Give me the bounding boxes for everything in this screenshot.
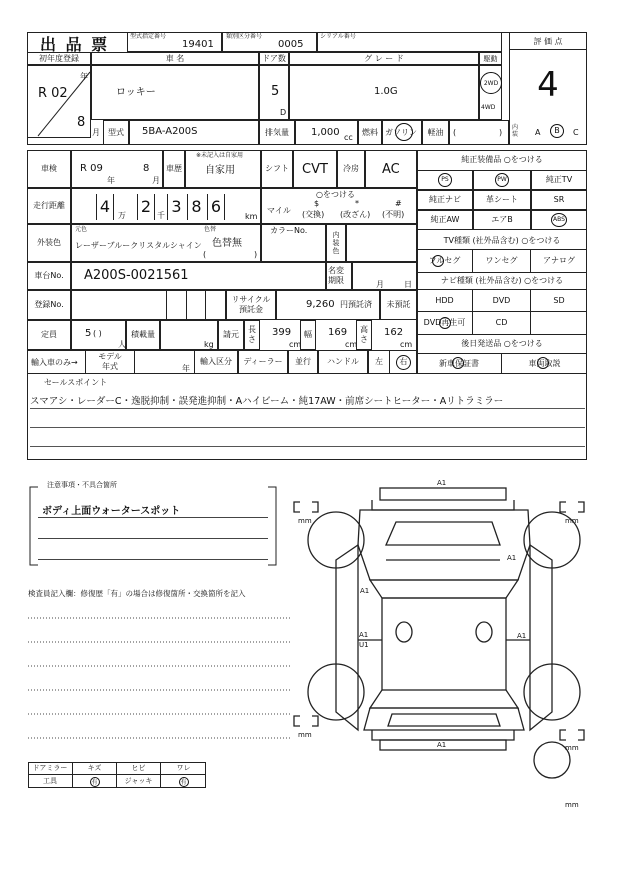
length-cm: cm	[289, 340, 302, 349]
legend-crack: ヒビ	[117, 762, 161, 775]
mark-left-door: A1	[360, 587, 370, 595]
mark-right-rear-door: A1	[517, 632, 527, 640]
legend-tools-val: 有	[73, 775, 117, 788]
chassis: A200S-0021561	[84, 268, 189, 283]
inspection-value: R 09	[80, 163, 103, 174]
legend-scratch: キズ	[73, 762, 117, 775]
first-reg-era: R 02	[38, 86, 68, 101]
recycle: 9,260	[306, 299, 335, 310]
doors-label: ドア数	[259, 52, 289, 65]
length-label: 長さ	[244, 320, 260, 350]
interior-b: B	[550, 124, 564, 138]
history-note: ※未記入は自家用	[196, 152, 244, 159]
mileage-10k-unit: 万	[118, 211, 126, 220]
navi-label: ナビ種類 (社外品含む) ○をつける	[417, 272, 587, 290]
mm-rear-left: mm	[298, 731, 312, 739]
opt-aw: 純正AW	[417, 210, 473, 230]
history-label: 車歴	[163, 150, 185, 188]
model-year-label: モデル年式	[85, 350, 135, 374]
dealer: ディーラー	[238, 350, 288, 374]
first-reg-month-unit: 月	[92, 128, 100, 137]
orig-color: レーザーブルークリスタルシャイン	[75, 241, 202, 250]
navi-dvd-play: DVD再生可	[417, 312, 473, 334]
mark-rear-bumper: A1	[437, 741, 447, 749]
tamper-mark: *	[355, 199, 359, 208]
interior-color-label: 内装色	[326, 224, 346, 262]
swap-mark: $	[314, 199, 320, 208]
legend-jack: ジャッキ	[117, 775, 161, 788]
grade-label: グ レ ー ド	[289, 52, 479, 65]
fuel-other-close: )	[499, 128, 503, 137]
mark-right-fender: A1	[507, 554, 517, 562]
paint-paren-open: (	[203, 250, 207, 259]
later-warranty: 新車保証書	[417, 354, 502, 374]
first-reg-label: 初年度登録	[27, 52, 91, 65]
opt-ps: PS	[417, 170, 473, 190]
handle-left: 左	[368, 350, 390, 374]
handle-right: 右	[396, 355, 411, 370]
mile: マイル	[267, 206, 291, 215]
drive-label: 駆動	[479, 52, 502, 65]
circle-note: ○をつける	[316, 190, 355, 199]
orig-color-label: 元色	[75, 226, 88, 233]
tv-analog: アナログ	[543, 256, 575, 265]
fuel-label: 燃料	[358, 120, 382, 145]
km-unit: km	[245, 212, 258, 221]
import-label: 輸入車のみ→	[31, 358, 78, 367]
legend-tools: 工具	[28, 775, 73, 788]
type-no-label: 型式指定番号	[130, 33, 167, 40]
fuel-other-open: (	[453, 128, 457, 137]
unknown-mark: #	[395, 199, 402, 208]
recycle-unit: 円預託済	[340, 300, 372, 309]
interior-label: 内装	[512, 124, 519, 138]
name-label: 車 名	[91, 52, 259, 65]
mark-front-bumper: A1	[437, 479, 447, 487]
recycle-none: 未預託	[380, 290, 417, 320]
opt-tv: 純正TV	[531, 170, 587, 190]
mileage-digit-1: 3	[167, 194, 185, 220]
model-year-unit: 年	[182, 364, 190, 373]
displacement-label: 排気量	[259, 120, 295, 145]
parallel: 並行	[288, 350, 318, 374]
displacement: 1,000	[311, 127, 340, 138]
capacity-paren: ( )	[93, 329, 102, 338]
request-label: 請元	[218, 320, 244, 350]
tamper-label: (改ざん)	[340, 210, 371, 219]
load-label: 積載量	[126, 320, 160, 350]
person-unit: 人	[118, 340, 126, 349]
legend-jack-val: 有	[161, 775, 206, 788]
genuine-label: 純正装備品 ○をつける	[461, 155, 543, 164]
handle-label: ハンドル	[318, 350, 368, 374]
inspection-label: 車検	[27, 150, 71, 188]
door-type: D	[280, 108, 287, 117]
height-label: 高さ	[356, 320, 372, 350]
capacity-label: 定員	[27, 320, 71, 350]
kg-unit: kg	[204, 340, 214, 349]
history: 自家用	[205, 165, 235, 176]
painted: 色替無	[212, 238, 242, 249]
width-cm: cm	[345, 340, 358, 349]
painted-label: 色替	[204, 226, 217, 233]
navi-hdd: HDD	[417, 290, 473, 312]
grade: 1.0G	[374, 86, 398, 97]
tv-full: フルセグ	[417, 250, 473, 272]
width-label: 幅	[300, 320, 316, 350]
name-change-month: 月	[376, 280, 384, 289]
later-label: 後日発送品 ○をつける	[417, 334, 587, 354]
opt-pw: PW	[473, 170, 531, 190]
mileage-10k: 4	[96, 194, 114, 220]
swap-label: (交換)	[302, 210, 325, 219]
mileage-label: 走行距離	[27, 188, 71, 224]
mark-left-rear-door: A1	[359, 631, 369, 639]
drive-2wd: 2WD	[480, 72, 502, 94]
opt-airbag: エアB	[473, 210, 531, 230]
recycle-label: リサイクル預託金	[226, 290, 276, 320]
later-manual: 車両取説	[528, 359, 561, 368]
navi-dvd: DVD	[473, 290, 531, 312]
inspection-month-unit: 月	[152, 176, 160, 185]
paint-paren-close: )	[254, 250, 258, 259]
navi-cd: CD	[473, 312, 531, 334]
shift: CVT	[302, 162, 328, 177]
class-no-label: 類別区分番号	[226, 33, 263, 40]
height: 162	[384, 327, 404, 338]
mm-spare: mm	[565, 801, 579, 809]
sales-text: スマアシ・レーダーC・逸脱抑制・誤発進抑制・Aハイビーム・純17AW・前席シートヒーター・Aリトラミラー	[30, 396, 504, 407]
type-no: 19401	[182, 39, 214, 50]
light-oil-label: 軽油	[422, 120, 449, 145]
chassis-label: 車台No.	[27, 262, 71, 290]
name-change-day: 日	[404, 280, 412, 289]
unknown-label: (不明)	[382, 210, 405, 219]
import-cat-label: 輸入区分	[194, 350, 238, 374]
ac-label: 冷房	[337, 150, 365, 188]
shift-label: シフト	[261, 150, 293, 188]
mileage-digit-3: 6	[207, 194, 225, 220]
rating-label: 評 価 点	[509, 34, 587, 50]
inspection-month: 8	[143, 163, 150, 174]
sales-label: セールスポイント	[44, 378, 108, 387]
navi-sd: SD	[531, 290, 587, 312]
height-cm: cm	[400, 340, 413, 349]
reg-label: 登録No.	[27, 290, 71, 320]
tv-one: ワンセグ	[473, 250, 531, 272]
first-reg-month: 8	[77, 115, 86, 130]
mark-left-rear-door-u1: U1	[359, 641, 369, 649]
first-reg-year-unit: 年	[80, 72, 88, 81]
interior-c: C	[573, 128, 579, 137]
mm-front-left: mm	[298, 517, 312, 525]
car-name: ロッキー	[116, 87, 156, 98]
model: 5BA-A200S	[142, 126, 198, 137]
color-no-label: カラーNo.	[270, 226, 308, 235]
cc: cc	[344, 133, 353, 142]
form-title: 出 品 票	[40, 35, 110, 54]
fuel-gasoline: ガソリン	[385, 128, 417, 137]
legend-break: ワレ	[161, 762, 206, 775]
model-label: 型式	[103, 120, 129, 145]
drive-4wd: 4WD	[481, 104, 496, 111]
class-no: 0005	[278, 39, 304, 50]
mileage-1000: 2	[137, 194, 155, 220]
rating-score: 4	[537, 65, 559, 105]
mm-front-right: mm	[565, 517, 579, 525]
color-label: 外装色	[27, 224, 71, 262]
inspection-year-unit: 年	[107, 176, 115, 185]
ac: AC	[382, 162, 400, 177]
notes-label: 注意事項・不具合箇所	[44, 482, 120, 489]
inspector-label: 検査員記入欄：修復歴「有」の場合は修復箇所・交換箇所を記入	[28, 589, 246, 598]
name-change-label: 名変期限	[326, 262, 352, 290]
length: 399	[272, 327, 292, 338]
mileage-1000-unit: 千	[157, 211, 165, 220]
opt-sr: SR	[531, 190, 587, 210]
notes-text: ボディ上面ウォータースポット	[42, 506, 181, 517]
width: 169	[328, 327, 348, 338]
legend-mirror: ドアミラー	[28, 762, 73, 775]
opt-abs: ABS	[531, 210, 587, 230]
mileage-digit-2: 8	[187, 194, 205, 220]
opt-navi: 純正ナビ	[417, 190, 473, 210]
doors: 5	[271, 84, 280, 99]
tv-label: TV種類 (社外品含む) ○をつける	[417, 232, 587, 250]
opt-leather: 革シート	[473, 190, 531, 210]
serial-label: シリアル番号	[320, 33, 356, 40]
capacity: 5	[85, 328, 92, 339]
mm-rear-right: mm	[565, 744, 579, 752]
interior-a: A	[535, 128, 541, 137]
